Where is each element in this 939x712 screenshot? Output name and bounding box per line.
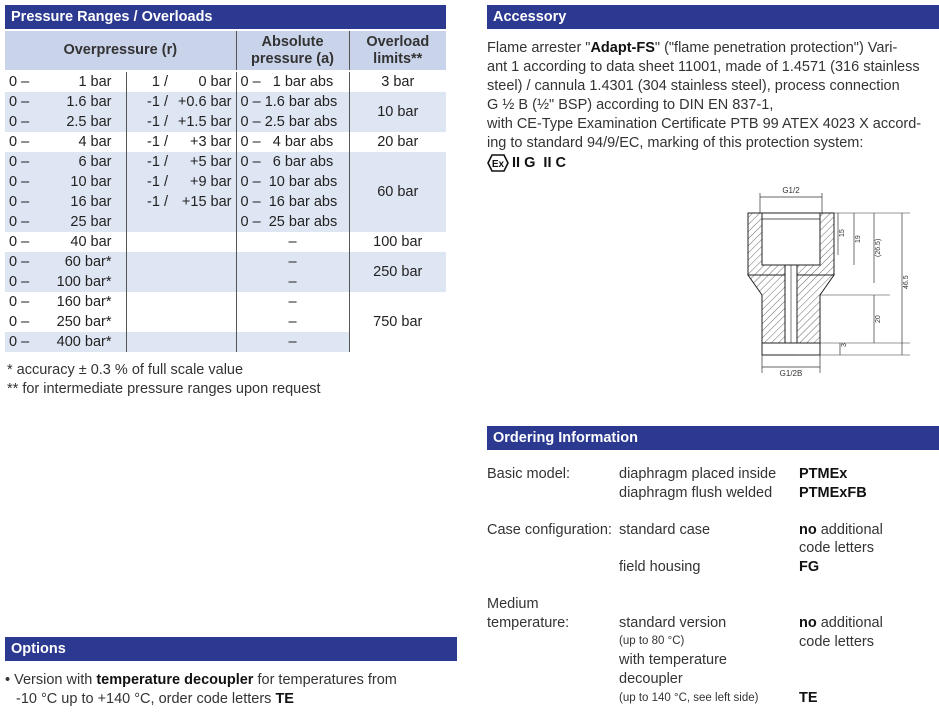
medium-code: TE	[799, 690, 818, 706]
medium-code-text: additional	[816, 615, 883, 631]
acc-line: ing to standard 94/9/EC, marking of this protection system:	[487, 135, 864, 151]
col-overpressure: Overpressure (r)	[5, 31, 236, 71]
range-to: 6 bar	[49, 152, 126, 172]
dim-465: 46.5	[903, 275, 910, 289]
vacuum-to	[172, 272, 236, 292]
absolute-range: 0 – 6 bar abs	[236, 152, 349, 172]
range-from: 0 –	[5, 192, 49, 212]
medium-option: decoupler	[619, 671, 683, 687]
acc-line: steel) / cannula 1.4301 (304 stainless steel), process connection	[487, 78, 900, 94]
overload-limit: 20 bar	[349, 132, 446, 152]
ex-symbol-text: Ex	[491, 159, 505, 170]
vacuum-to: +3 bar	[189, 134, 232, 150]
vacuum-from	[126, 312, 172, 332]
table-row	[5, 232, 446, 252]
absolute-range: –	[236, 292, 349, 312]
case-option: field housing	[619, 559, 701, 575]
dim-265: (26.5)	[875, 238, 882, 257]
range-to: 25 bar	[49, 212, 126, 232]
overload-limit: 750 bar	[349, 292, 446, 352]
basic-model-code: PTMExFB	[799, 485, 867, 501]
medium-code-text: code letters	[799, 634, 874, 650]
vacuum-to	[172, 232, 236, 252]
acc-line: Flame arrester "	[487, 40, 591, 56]
acc-line: G ½ B (½" BSP) according to DIN EN 837-1,	[487, 97, 774, 113]
vacuum-to	[172, 212, 236, 232]
range-from: 0 –	[5, 92, 49, 112]
ex-marking-text: II G II C	[512, 155, 566, 171]
dim-bottom-label: G1/2B	[779, 369, 803, 378]
pressure-ranges-header: Pressure Ranges / Overloads	[5, 5, 446, 29]
case-option: standard case	[619, 522, 711, 538]
range-to: 400 bar*	[49, 332, 126, 352]
vacuum-from: -1 /	[126, 132, 172, 152]
range-to: 160 bar*	[56, 294, 112, 310]
basic-model-option: diaphragm placed inside	[619, 466, 777, 482]
basic-model-option: diaphragm flush welded	[619, 485, 773, 501]
vacuum-from: -1 /	[126, 192, 172, 212]
acc-line: ant 1 according to data sheet 11001, made of 1.4571 (316 stainless	[487, 59, 920, 75]
options-text: -10 °C up to +140 °C, order code letters	[16, 691, 276, 707]
range-to: 100 bar*	[49, 272, 126, 292]
dim-15: 15	[839, 229, 846, 237]
range-from: 0 –	[5, 332, 49, 352]
case-code-text: additional	[816, 522, 883, 538]
vacuum-from	[126, 332, 172, 352]
table-row	[5, 152, 446, 172]
range-to: 40 bar	[70, 234, 112, 250]
table-row	[5, 252, 446, 272]
case-code-text: code letters	[799, 540, 874, 556]
vacuum-to: 0 bar	[198, 74, 232, 90]
vacuum-to: +5 bar	[172, 152, 236, 172]
footnote-intermediate: ** for intermediate pressure ranges upon request	[7, 381, 321, 397]
vacuum-from	[126, 292, 172, 312]
range-from: 0 –	[9, 134, 30, 150]
range-to: 4 bar	[78, 134, 112, 150]
range-from: 0 –	[5, 212, 49, 232]
vacuum-to	[172, 252, 236, 272]
case-code: FG	[799, 559, 820, 575]
options-bullet-line2	[16, 690, 294, 709]
absolute-range: –	[236, 272, 349, 292]
range-from: 0 –	[5, 252, 49, 272]
range-from: 0 –	[9, 234, 30, 250]
dim-3: 3	[841, 343, 848, 347]
vacuum-from	[126, 212, 172, 232]
vacuum-from	[126, 232, 172, 252]
dim-top-label: G1/2	[782, 186, 800, 195]
col-overload: Overload limits**	[349, 31, 446, 71]
options-text: • Version with	[5, 672, 97, 688]
absolute-range: 0 – 1 bar abs	[236, 71, 349, 92]
range-to: 1 bar	[78, 74, 112, 90]
range-from: 0 –	[9, 294, 30, 310]
footnote-accuracy: * accuracy ± 0.3 % of full scale value	[7, 362, 244, 378]
range-to: 250 bar*	[56, 314, 112, 330]
acc-line: with CE-Type Examination Certificate PTB 99 ATEX 4023 X accord-	[487, 116, 922, 132]
case-code: no	[799, 522, 817, 538]
vacuum-from: 1 /	[126, 71, 172, 92]
range-to: 16 bar	[49, 192, 126, 212]
medium-option-note: (up to 80 °C)	[619, 635, 685, 647]
vacuum-from: -1 /	[126, 112, 172, 132]
vacuum-to: +1.5 bar	[172, 112, 236, 132]
ex-marking	[487, 153, 566, 173]
ordering-header: Ordering Information	[487, 426, 939, 450]
medium-temp-label: Medium	[487, 596, 539, 612]
table-row	[5, 292, 446, 312]
dim-20: 20	[875, 315, 882, 323]
range-to: 60 bar*	[49, 252, 126, 272]
options-header: Options	[5, 637, 457, 661]
vacuum-from	[126, 252, 172, 272]
range-from: 0 –	[5, 272, 49, 292]
absolute-range: 0 – 10 bar abs	[236, 172, 349, 192]
vacuum-from	[126, 272, 172, 292]
options-bold: temperature decoupler	[96, 672, 254, 688]
absolute-range: 0 – 16 bar abs	[236, 192, 349, 212]
case-config-label: Case configuration:	[487, 522, 612, 538]
range-from: 0 –	[5, 112, 49, 132]
dim-19: 19	[855, 235, 862, 243]
range-to: 2.5 bar	[49, 112, 126, 132]
range-from: 0 –	[5, 152, 49, 172]
range-from: 0 –	[9, 314, 30, 330]
accessory-header: Accessory	[487, 5, 939, 29]
vacuum-to	[172, 292, 236, 312]
options-bullet	[5, 671, 397, 690]
medium-option-note: (up to 140 °C, see left side)	[619, 692, 759, 704]
absolute-range: –	[236, 252, 349, 272]
vacuum-from: -1 /	[126, 152, 172, 172]
range-from: 0 –	[9, 74, 30, 90]
options-text: for temperatures from	[253, 672, 397, 688]
col-absolute: Absolute pressure (a)	[236, 31, 349, 71]
medium-code: no	[799, 615, 817, 631]
absolute-range: 0 – 25 bar abs	[236, 212, 349, 232]
accessory-text	[487, 39, 921, 153]
range-to: 1.6 bar	[49, 92, 126, 112]
table-row	[5, 71, 446, 92]
range-from: 0 –	[5, 172, 49, 192]
flame-arrester-drawing	[740, 183, 920, 378]
overload-limit: 10 bar	[349, 92, 446, 132]
body-bore	[762, 213, 820, 265]
absolute-range: –	[236, 332, 349, 352]
table-row	[5, 92, 446, 112]
medium-temp-label: temperature:	[487, 615, 570, 631]
vacuum-to	[172, 312, 236, 332]
overload-limit: 60 bar	[349, 152, 446, 232]
table-row	[5, 132, 446, 152]
vacuum-to: +15 bar	[172, 192, 236, 212]
ex-hexagon-icon	[487, 154, 509, 172]
vacuum-to	[172, 332, 236, 352]
pressure-table	[5, 31, 446, 352]
acc-product: Adapt-FS	[590, 40, 655, 56]
range-to: 10 bar	[49, 172, 126, 192]
basic-model-code: PTMEx	[799, 466, 848, 482]
basic-model-label: Basic model:	[487, 466, 571, 482]
options-code: TE	[275, 691, 294, 707]
vacuum-to: +0.6 bar	[172, 92, 236, 112]
absolute-range: 0 – 1.6 bar abs	[236, 92, 349, 112]
absolute-range: 0 – 4 bar abs	[236, 132, 349, 152]
medium-option: with temperature	[619, 652, 727, 668]
medium-option: standard version	[619, 615, 727, 631]
vacuum-from: -1 /	[126, 172, 172, 192]
acc-line: " ("flame penetration protection") Vari-	[654, 40, 898, 56]
absolute-range: 0 – 2.5 bar abs	[236, 112, 349, 132]
vacuum-from: -1 /	[126, 92, 172, 112]
absolute-range: –	[236, 232, 349, 252]
vacuum-to: +9 bar	[172, 172, 236, 192]
overload-limit: 100 bar	[349, 232, 446, 252]
overload-limit: 250 bar	[349, 252, 446, 292]
absolute-range: –	[236, 312, 349, 332]
overload-limit: 3 bar	[349, 71, 446, 92]
